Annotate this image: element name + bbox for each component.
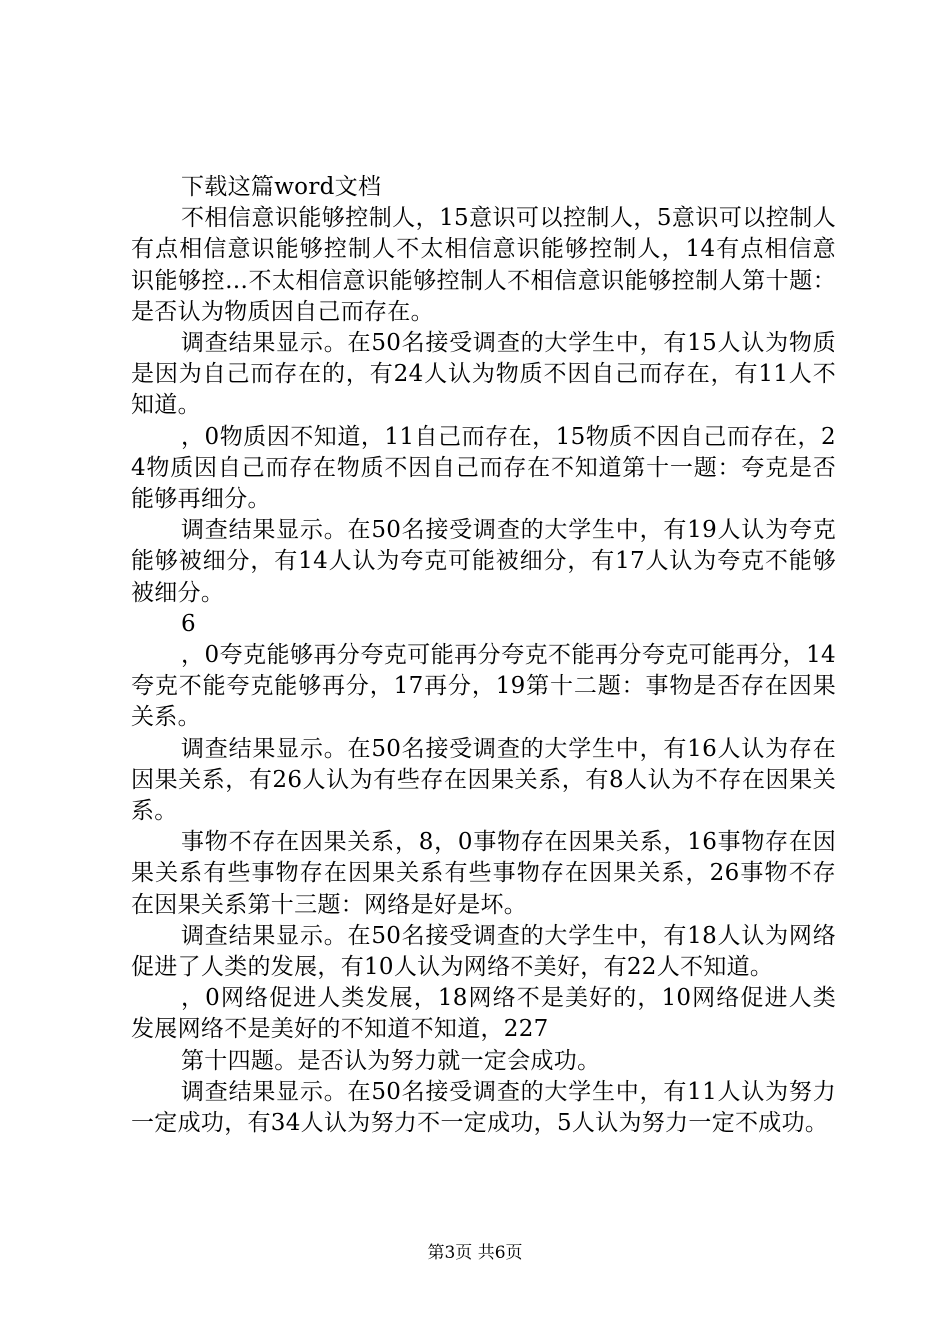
paragraph: 6 [181,610,196,637]
paragraph: 调查结果显示。在50名接受调查的大学生中，有16人认为存在因果关系，有26人认为有些存在因果关系，有8人认为不存在因果关系。 [131,735,836,825]
paragraph: 调查结果显示。在50名接受调查的大学生中，有18人认为网络促进了人类的发展，有10人认为网络不美好，有22人不知道。 [131,922,836,981]
paragraph: ，0网络促进人类发展，18网络不是美好的，10网络促进人类发展网络不是美好的不知道不知道，227 [131,985,836,1043]
paragraph: ，0夸克能够再分夸克可能再分夸克不能再分夸克可能再分，14夸克不能夸克能够再分，17再分，19第十二题：事物是否存在因果关系。 [131,642,836,731]
paragraph: ，0物质因不知道，11自己而存在，15物质不因自己而存在，24物质因自己而存在物质不因自己而存在不知道第十一题：夸克是否能够再细分。 [131,423,836,513]
page-number: 第3页 共6页 [427,1243,523,1263]
paragraph: 不相信意识能够控制人，15意识可以控制人，5意识可以控制人有点相信意识能够控制人不太相信意识能够控制人，14有点相信意识能够控…不太相信意识能够控制人不相信意识能够控制人第十题：是否认为物质因自己而存在。 [131,205,836,325]
document-body [131,172,836,1139]
paragraph: 调查结果显示。在50名接受调查的大学生中，有19人认为夸克能够被细分，有14人认为夸克可能被细分，有17人认为夸克不能够被细分。 [131,517,836,606]
page-footer [0,1243,950,1263]
paragraph: 调查结果显示。在50名接受调查的大学生中，有11人认为努力一定成功，有34人认为努力不一定成功，5人认为努力一定不成功。 [131,1078,836,1137]
paragraph: 事物不存在因果关系，8，0事物存在因果关系，16事物存在因果关系有些事物存在因果关系有些事物存在因果关系，26事物不存在因果关系第十三题：网络是好是坏。 [131,829,836,918]
download-link[interactable]: 下载这篇word文档 [181,174,382,200]
paragraph: 第十四题。是否认为努力就一定会成功。 [181,1047,601,1074]
paragraph: 调查结果显示。在50名接受调查的大学生中，有15人认为物质是因为自己而存在的，有24人认为物质不因自己而存在，有11人不知道。 [131,330,836,419]
